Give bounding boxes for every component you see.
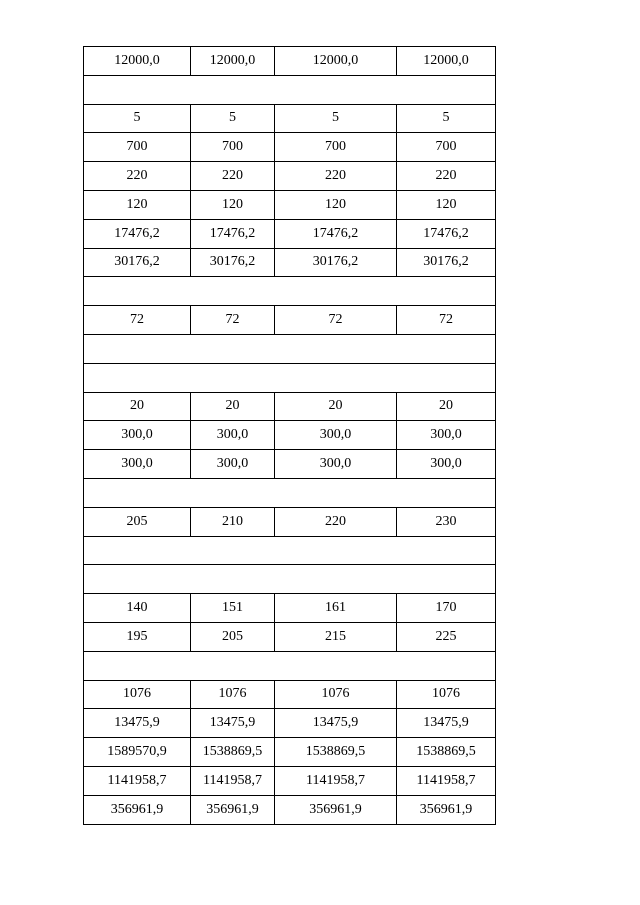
table-row [84,421,496,450]
table-cell: 30176,2 [84,248,191,277]
table-row [84,190,496,219]
table-cell: 700 [397,133,496,162]
merged-empty-cell [84,478,496,507]
table-row-empty [84,75,496,104]
table-row [84,392,496,421]
table-cell: 300,0 [397,450,496,479]
table-cell: 30176,2 [275,248,397,277]
data-table [83,46,496,825]
table-cell: 356961,9 [275,795,397,824]
table-cell: 120 [84,190,191,219]
table-row [84,594,496,623]
table-row-empty [84,478,496,507]
table-cell: 120 [397,190,496,219]
table-cell: 120 [275,190,397,219]
merged-empty-cell [84,651,496,680]
table-cell: 1538869,5 [275,738,397,767]
table-cell: 13475,9 [275,709,397,738]
table-cell: 12000,0 [84,47,191,76]
table-cell: 170 [397,594,496,623]
table-cell: 220 [275,507,397,536]
table-cell: 120 [191,190,275,219]
table-cell: 72 [191,306,275,335]
table-cell: 300,0 [397,421,496,450]
table-cell: 72 [84,306,191,335]
table-cell: 1538869,5 [397,738,496,767]
table-cell: 300,0 [84,450,191,479]
table-cell: 356961,9 [397,795,496,824]
table-row [84,795,496,824]
table-cell: 17476,2 [191,219,275,248]
table-row-empty [84,277,496,306]
table-row [84,680,496,709]
table-cell: 1076 [397,680,496,709]
table-cell: 220 [275,162,397,191]
table-cell: 300,0 [84,421,191,450]
merged-empty-cell [84,565,496,594]
table-cell: 1538869,5 [191,738,275,767]
table-row [84,766,496,795]
table-cell: 300,0 [275,421,397,450]
table-row [84,507,496,536]
table-cell: 5 [84,104,191,133]
merged-empty-cell [84,334,496,363]
table-cell: 1076 [191,680,275,709]
table-cell: 151 [191,594,275,623]
table-cell: 1141958,7 [275,766,397,795]
table-cell: 161 [275,594,397,623]
table-cell: 1141958,7 [397,766,496,795]
table-body [84,47,496,825]
table-cell: 300,0 [275,450,397,479]
table-cell: 12000,0 [191,47,275,76]
table-cell: 72 [275,306,397,335]
table-cell: 5 [275,104,397,133]
table-cell: 1589570,9 [84,738,191,767]
table-cell: 300,0 [191,421,275,450]
table-row [84,104,496,133]
table-cell: 1141958,7 [84,766,191,795]
table-cell: 700 [275,133,397,162]
table-row [84,47,496,76]
table-cell: 17476,2 [397,219,496,248]
table-row [84,248,496,277]
table-cell: 12000,0 [275,47,397,76]
table-cell: 72 [397,306,496,335]
table-cell: 20 [191,392,275,421]
table-row [84,622,496,651]
table-cell: 20 [84,392,191,421]
table-cell: 356961,9 [84,795,191,824]
table-row [84,450,496,479]
table-row-empty [84,334,496,363]
merged-empty-cell [84,363,496,392]
table-cell: 230 [397,507,496,536]
table-cell: 356961,9 [191,795,275,824]
table-row [84,709,496,738]
table-cell: 220 [191,162,275,191]
table-row [84,162,496,191]
table-cell: 5 [397,104,496,133]
table-cell: 17476,2 [275,219,397,248]
table-cell: 220 [397,162,496,191]
merged-empty-cell [84,277,496,306]
table-cell: 300,0 [191,450,275,479]
table-row [84,133,496,162]
merged-empty-cell [84,75,496,104]
table-cell: 13475,9 [191,709,275,738]
table-row-empty [84,536,496,565]
table-cell: 1076 [275,680,397,709]
table-cell: 20 [275,392,397,421]
table-cell: 20 [397,392,496,421]
table-cell: 13475,9 [397,709,496,738]
table-cell: 225 [397,622,496,651]
table-cell: 1076 [84,680,191,709]
merged-empty-cell [84,536,496,565]
table-cell: 210 [191,507,275,536]
table-cell: 140 [84,594,191,623]
table-cell: 700 [84,133,191,162]
table-row-empty [84,651,496,680]
table-cell: 220 [84,162,191,191]
table-cell: 205 [84,507,191,536]
table-cell: 195 [84,622,191,651]
table-cell: 5 [191,104,275,133]
table-row [84,219,496,248]
table-cell: 30176,2 [191,248,275,277]
table-cell: 700 [191,133,275,162]
table-row-empty [84,565,496,594]
table-cell: 205 [191,622,275,651]
table-row-empty [84,363,496,392]
table-cell: 13475,9 [84,709,191,738]
table-row [84,306,496,335]
table-cell: 1141958,7 [191,766,275,795]
table-cell: 17476,2 [84,219,191,248]
table-cell: 30176,2 [397,248,496,277]
table-cell: 215 [275,622,397,651]
table-row [84,738,496,767]
table-cell: 12000,0 [397,47,496,76]
